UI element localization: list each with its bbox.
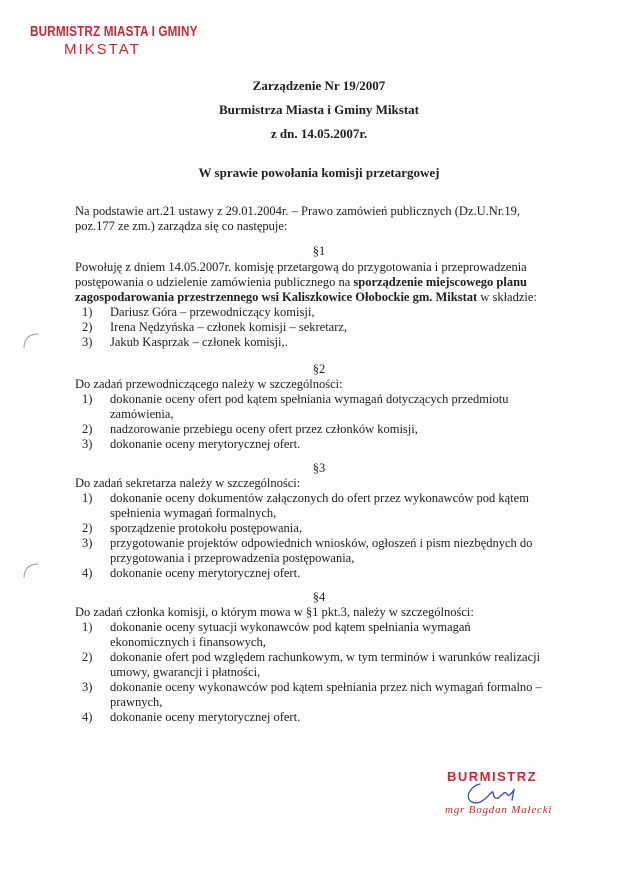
list-item	[82, 680, 552, 710]
section-4-list	[82, 620, 552, 725]
signature-stamp-title: BURMISTRZ	[447, 769, 538, 784]
item-text: nadzorowanie przebiegu oceny ofert przez członków komisji,	[110, 422, 418, 436]
list-item	[82, 566, 552, 581]
section-1-list	[82, 305, 552, 350]
list-item	[82, 491, 552, 521]
list-item	[82, 521, 552, 536]
item-number: 1)	[82, 620, 93, 634]
section-3-paragraph: Do zadań sekretarza należy w szczególności:	[75, 476, 301, 490]
item-number: 3)	[82, 536, 93, 550]
punch-hole-mark	[20, 330, 40, 350]
section-3-title: §3	[312, 461, 326, 475]
item-text: Dariusz Góra – przewodniczący komisji,	[110, 305, 315, 319]
punch-hole-mark	[20, 560, 40, 580]
document-subject: W sprawie powołania komisji przetargowej	[198, 165, 440, 180]
list-item	[82, 710, 552, 725]
list-item	[82, 650, 552, 680]
list-item	[82, 437, 552, 452]
list-item	[82, 392, 552, 422]
section-3-list	[82, 491, 552, 581]
list-item	[82, 335, 552, 350]
item-number: 2)	[82, 650, 93, 664]
item-number: 1)	[82, 491, 93, 505]
item-text: dokonanie oceny sytuacji wykonawców pod kątem spełniania wymagań ekonomicznych i finansowych,	[110, 620, 471, 649]
item-text: dokonanie oceny merytorycznej ofert.	[110, 437, 301, 451]
section-2-paragraph: Do zadań przewodniczącego należy w szczególności:	[75, 377, 343, 391]
section-2-list	[82, 392, 552, 452]
section-1-subject-bold: sporządzenie miejscowego planu zagospodarowania przestrzennego wsi Kaliszkowice Ołobockie gm. Mikstat	[75, 275, 527, 304]
signatory-name: mgr Bogdan Małecki	[445, 804, 553, 816]
section-4-title: §4	[312, 590, 326, 604]
item-number: 4)	[82, 710, 93, 724]
item-text: Irena Nędzyńska – członek komisji – sekretarz,	[110, 320, 348, 334]
item-text: dokonanie oceny merytorycznej ofert.	[110, 566, 301, 580]
item-text: dokonanie ofert pod względem rachunkowym, w tym terminów i warunków realizacji umowy, gwarancji i płatności,	[110, 650, 541, 679]
item-text: dokonanie oceny merytorycznej ofert.	[110, 710, 301, 724]
item-number: 3)	[82, 680, 93, 694]
list-item	[82, 620, 552, 650]
list-item	[82, 305, 552, 320]
section-2-title: §2	[312, 362, 326, 376]
stamp-line-1: BURMISTRZ MIASTA I GMINY	[30, 23, 198, 40]
intro-paragraph: Na podstawie art.21 ustawy z 29.01.2004r. – Prawo zamówień publicznych (Dz.U.Nr.19, poz.177 ze zm.) zarządza się co następuje:	[75, 204, 521, 233]
item-text: dokonanie oceny ofert pod kątem spełniania wymagań dotyczących przedmiotu zamówienia,	[110, 392, 509, 421]
section-1-paragraph	[75, 260, 553, 305]
item-number: 1)	[82, 392, 93, 406]
issuer: Burmistrza Miasta i Gminy Mikstat	[218, 102, 420, 117]
item-text: sporządzenie protokołu postępowania,	[110, 521, 302, 535]
item-number: 1)	[82, 305, 93, 319]
list-item	[82, 320, 552, 335]
item-text: dokonanie oceny wykonawców pod kątem spełniania przez nich wymagań formalno – prawnych,	[110, 680, 542, 709]
item-text: Jakub Kasprzak – członek komisji,.	[110, 335, 288, 349]
item-number: 3)	[82, 335, 93, 349]
section-1-title: §1	[312, 244, 326, 258]
item-number: 4)	[82, 566, 93, 580]
document-date: z dn. 14.05.2007r.	[270, 126, 368, 141]
section-4-paragraph: Do zadań członka komisji, o którym mowa w §1 pkt.3, należy w szczególności:	[75, 605, 474, 619]
stamp-line-2: MIKSTAT	[64, 40, 141, 58]
office-stamp	[30, 24, 245, 58]
document-title: Zarządzenie Nr 19/2007	[252, 78, 386, 93]
section-1-text: Powołuję z dniem 14.05.2007r. komisję przetargową do przygotowania i przeprowadzenia postępowania o udzielenie zamówienia publicznego na	[75, 260, 527, 289]
item-text: przygotowanie projektów odpowiednich wniosków, ogłoszeń i pism niezbędnych do przygotowania i przeprowadzenia postępowania,	[110, 536, 533, 565]
item-text: dokonanie oceny dokumentów załączonych do ofert przez wykonawców pod kątem spełnienia wymagań formalnych,	[110, 491, 529, 520]
item-number: 2)	[82, 320, 93, 334]
item-number: 2)	[82, 422, 93, 436]
item-number: 2)	[82, 521, 93, 535]
section-1-text-end: w składzie:	[480, 290, 537, 304]
list-item	[82, 422, 552, 437]
item-number: 3)	[82, 437, 93, 451]
list-item	[82, 536, 552, 566]
